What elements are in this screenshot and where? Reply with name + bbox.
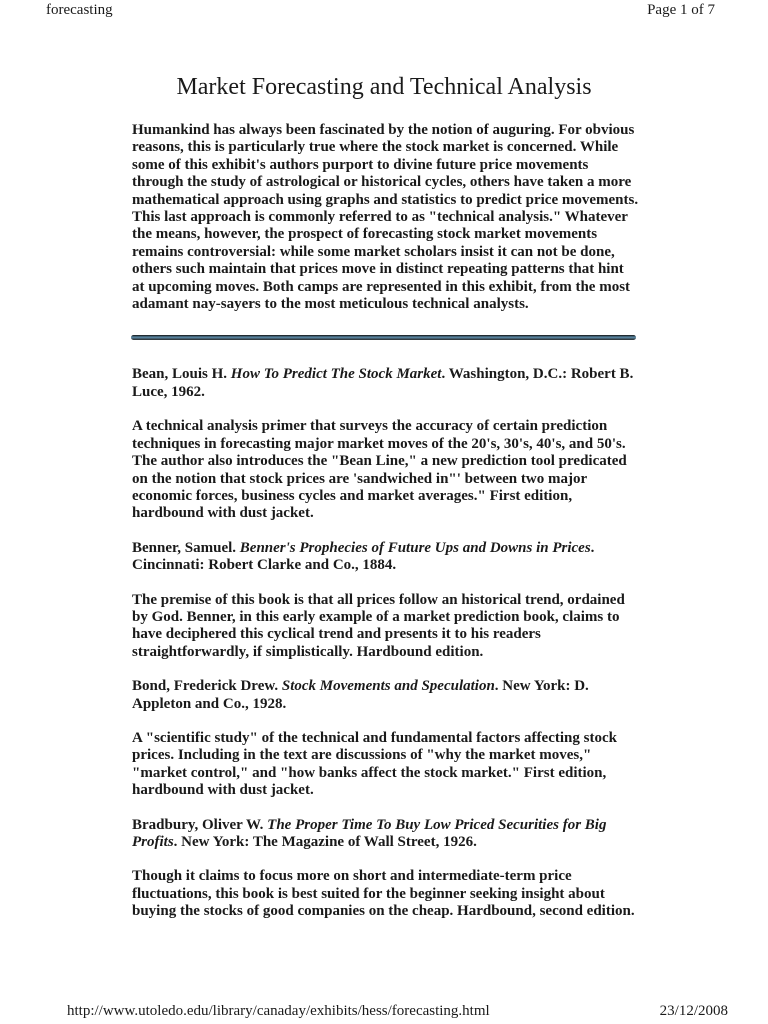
citation-bond: [132, 678, 640, 713]
citation-title: How To Predict The Stock Market: [230, 366, 442, 383]
header-page-number: Page 1 of 7: [647, 2, 715, 18]
footer-date: 23/12/2008: [659, 1003, 728, 1019]
citation-author: Bond, Frederick Drew.: [132, 678, 282, 695]
citation-publisher: . Washington, D.C.: Robert B. Luce, 1962.: [132, 366, 634, 400]
description-bradbury: Though it claims to focus more on short and intermediate-term price fluctuations, this book is best suited for the beginner seeking insight about buying the stocks of good companies on the cheap. Hardbound, second edition.: [132, 868, 635, 920]
citation-bean: [132, 366, 640, 401]
footer-url: http://www.utoledo.edu/library/canaday/exhibits/hess/forecasting.html: [67, 1003, 490, 1019]
citation-author: Benner, Samuel.: [132, 539, 240, 556]
citation-publisher: . Cincinnati: Robert Clarke and Co., 1884.: [132, 539, 595, 574]
horizontal-rule: [131, 335, 636, 340]
citation-title: The Proper Time To Buy Low Priced Securities for Big Profits: [132, 816, 607, 850]
document-body: [132, 122, 640, 938]
page-title: Market Forecasting and Technical Analysis: [176, 74, 592, 100]
intro-paragraph: Humankind has always been fascinated by the notion of auguring. For obvious reasons, this is particularly true where the stock market is concerned. While some of this exhibit's authors purport to divine future price movements through the study of astrological or historical cycles, others have taken a more mathematical approach using graphs and statistics to predict price movements. This last approach is commonly referred to as "technical analysis." Whatever the means, however, the prospect of forecasting stock market movements remains controversial: while some market scholars insist it can not be done, others such maintain that prices move in distinct repeating patterns that hint at upcoming moves. Both camps are represented in this exhibit, from the most adamant nay-sayers to the most meticulous technical analysts.: [132, 122, 639, 313]
citation-benner: [132, 540, 640, 575]
citation-publisher: . New York: D. Appleton and Co., 1928.: [132, 678, 589, 712]
description-benner: The premise of this book is that all prices follow an historical trend, ordained by God. Benner, in this early example of a market prediction book, claims to have deciphered this cyclical trend and presents it to his readers straightforwardly, if simplistically. Hardbound edition.: [132, 591, 625, 660]
description-bond: A "scientific study" of the technical and fundamental factors affecting stock prices. Including in the text are discussions of "why the market moves," "market control," and "how banks affect the stock market." First edition, hardbound with dust jacket.: [132, 729, 617, 799]
citation-author: Bradbury, Oliver W.: [132, 816, 268, 833]
citation-title: Stock Movements and Speculation: [281, 678, 495, 695]
header-doc-name: forecasting: [46, 2, 113, 18]
citation-bradbury: [132, 817, 640, 852]
citation-title: Benner's Prophecies of Future Ups and Downs in Prices: [239, 539, 591, 556]
citation-publisher: . New York: The Magazine of Wall Street, 1926.: [173, 834, 477, 850]
citation-author: Bean, Louis H.: [132, 366, 231, 383]
description-bean: A technical analysis primer that surveys the accuracy of certain prediction techniques in forecasting major market moves of the 20's, 30's, 40's, and 50's. The author also introduces the "Bean Line," a new prediction tool predicated on the notion that stock prices are 'sandwiched in"' between two major economic forces, business cycles and market averages." First edition, hardbound with dust jacket.: [132, 418, 627, 522]
